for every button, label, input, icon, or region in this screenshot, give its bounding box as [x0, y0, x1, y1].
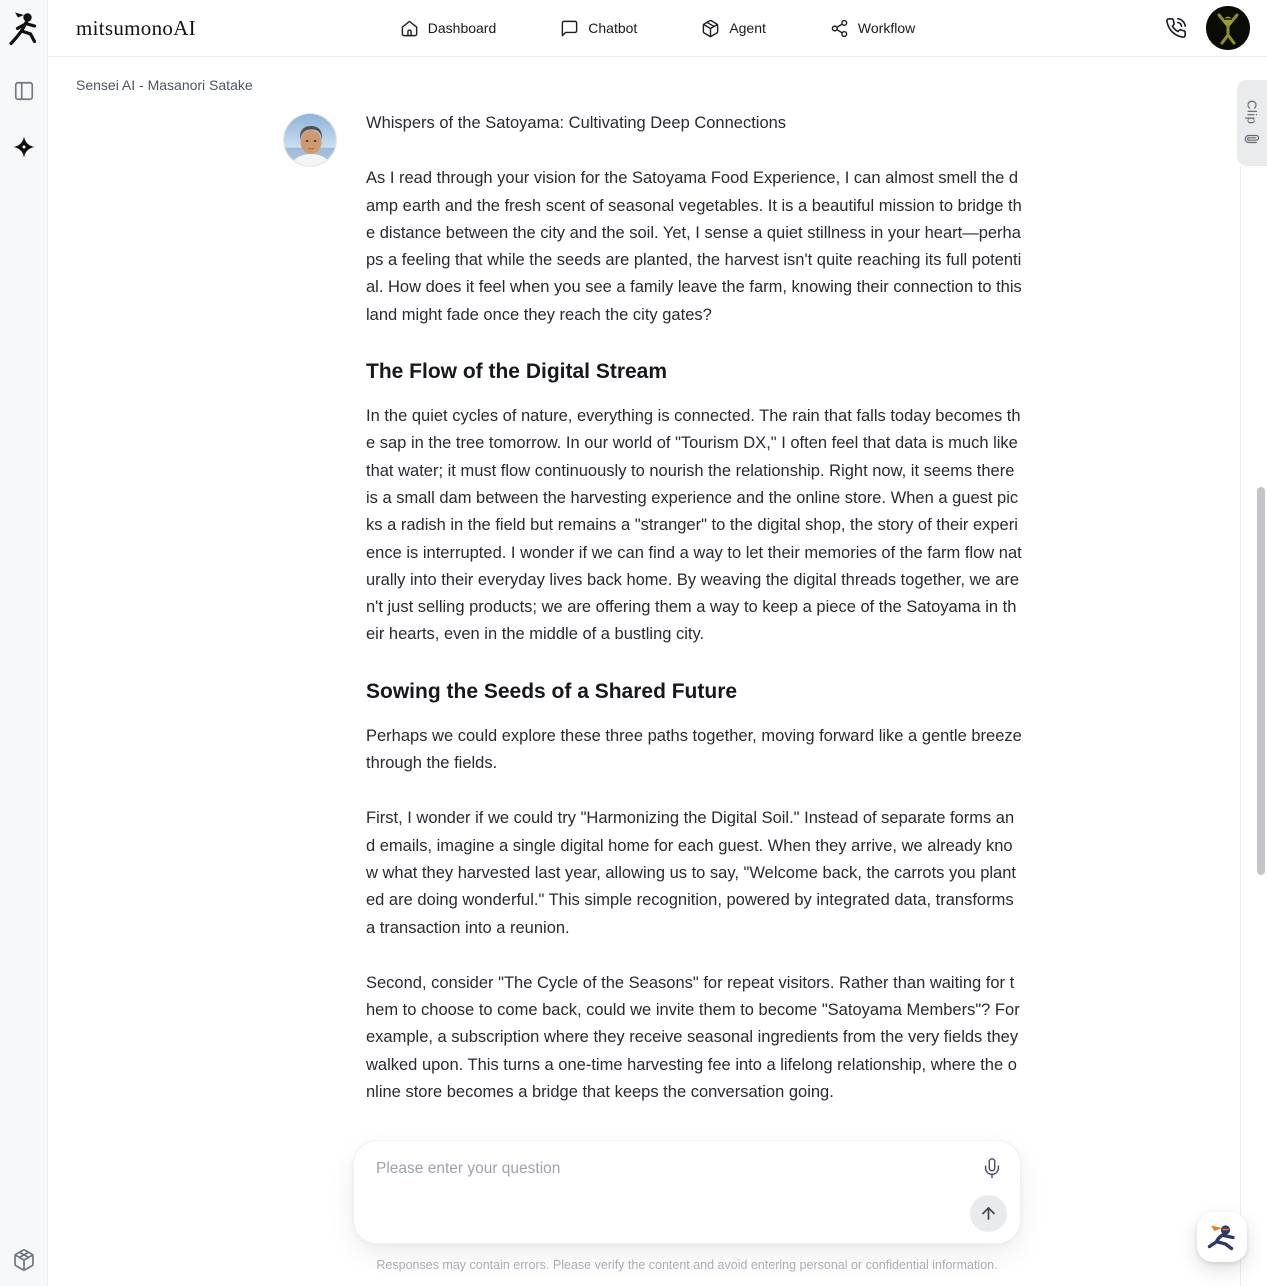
breadcrumb: Sensei AI - Masanori Satake [76, 77, 253, 93]
nav-item-chatbot[interactable] [560, 19, 637, 38]
package-box-icon [701, 19, 720, 38]
right-panel-divider [1240, 166, 1241, 1286]
left-sidebar [0, 0, 48, 1286]
cube-icon [12, 1248, 36, 1272]
nav-label: Dashboard [427, 20, 497, 36]
message-paragraph: Second, consider "The Cycle of the Seasons" for repeat visitors. Rather than waiting for them to choose to come back, could we invite them to become "Satoyama Members"? For example, a subscription where they receive seasonal ingredients from the very fields they walked upon. This turns a one-time harvesting fee into a lifelong relationship, where the online store becomes a bridge that keeps the conversation going. [366, 973, 1020, 1102]
clip-tab-label: Clip [1244, 100, 1260, 125]
voice-input-button[interactable] [979, 1155, 1005, 1181]
chat-message [283, 110, 1022, 1217]
panel-toggle-icon [13, 80, 35, 102]
header-right [1163, 6, 1267, 50]
share-nodes-icon [830, 19, 849, 38]
home-icon [400, 19, 419, 38]
speech-bubble-icon [560, 19, 579, 38]
sandbox-button[interactable] [8, 1244, 40, 1276]
question-input[interactable] [376, 1156, 956, 1228]
paperclip-icon [1242, 129, 1262, 149]
message-paragraph: Perhaps we could explore these three paths together, moving forward like a gentle breeze through the fields. [366, 726, 1022, 773]
ninja-runner-icon [8, 11, 40, 47]
scrollbar-thumb[interactable] [1257, 487, 1265, 875]
microphone-icon [981, 1157, 1003, 1179]
main-nav [378, 19, 937, 38]
send-button[interactable] [970, 1195, 1007, 1232]
nav-item-workflow[interactable] [830, 19, 915, 38]
panel-toggle-button[interactable] [8, 75, 40, 107]
nav-label: Chatbot [588, 20, 638, 36]
message-paragraph: First, I wonder if we could try "Harmonizing the Digital Soil." Instead of separate forms and emails, imagine a single digital home for each guest. When they arrive, we already know what they harvested last year, allowing us to say, "Welcome back, the carrots you planted are doing wonderful." This simple recognition, powered by integrated data, transforms a transaction into a reunion. [366, 809, 1016, 937]
message-paragraph: As I read through your vision for the Satoyama Food Experience, I can almost smell the damp earth and the fresh scent of seasonal vegetables. It is a beautiful mission to bridge the distance between the city and the soil. Yet, I sense a quiet stillness in your heart—perhaps a feeling that while the seeds are planted, the harvest isn't quite reaching its full potential. How does it feel when you see a family leave the farm, knowing their connection to this land might fade once they reach the city gates? [366, 169, 1022, 324]
ai-sparkle-button[interactable] [8, 131, 40, 163]
message-body [366, 110, 1022, 1217]
question-composer [353, 1140, 1021, 1244]
section-heading: The Flow of the Digital Stream [366, 360, 668, 384]
message-paragraph: In the quiet cycles of nature, everything is connected. The rain that falls today becomes the sap in the tree tomorrow. In our world of "Tourism DX," I often feel that data is much like that water; it must flow continuously to nourish the relationship. Right now, it seems there is a small dam between the harvesting experience and the online store. When a guest picks a radish in the field but remains a "stranger" to the digital shop, the story of their experience is interrupted. I wonder if we can find a way to let their memories of the farm flow naturally into their everyday lives back home. By weaving the digital threads together, we aren't just selling products; we are offering them a way to keep a piece of the Satoyama in their hearts, even in the middle of a bustling city. [366, 407, 1022, 644]
sensei-avatar [283, 113, 337, 167]
assistant-fab[interactable] [1197, 1212, 1247, 1262]
phone-volume-icon [1165, 17, 1187, 39]
brand-title: mitsumonoAI [76, 15, 196, 40]
section-heading: Sowing the Seeds of a Shared Future [366, 679, 738, 703]
nav-label: Workflow [857, 20, 916, 36]
message-title: Whispers of the Satoyama: Cultivating Deep Connections [366, 114, 787, 132]
nav-label: Agent [729, 20, 766, 36]
top-header [48, 0, 1267, 57]
user-avatar[interactable] [1206, 6, 1250, 50]
sparkle-icon [12, 135, 36, 159]
disclaimer-text: Responses may contain errors. Please verify the content and avoid entering personal or confidential information. [376, 1258, 998, 1272]
nav-item-agent[interactable] [701, 19, 766, 38]
clip-panel-tab[interactable] [1237, 80, 1267, 166]
nav-item-dashboard[interactable] [400, 19, 497, 38]
ninja-mascot-icon [1205, 1220, 1239, 1254]
arrow-up-icon [979, 1204, 998, 1223]
brand-logo-button[interactable] [5, 9, 43, 49]
voice-call-button[interactable] [1163, 15, 1189, 41]
